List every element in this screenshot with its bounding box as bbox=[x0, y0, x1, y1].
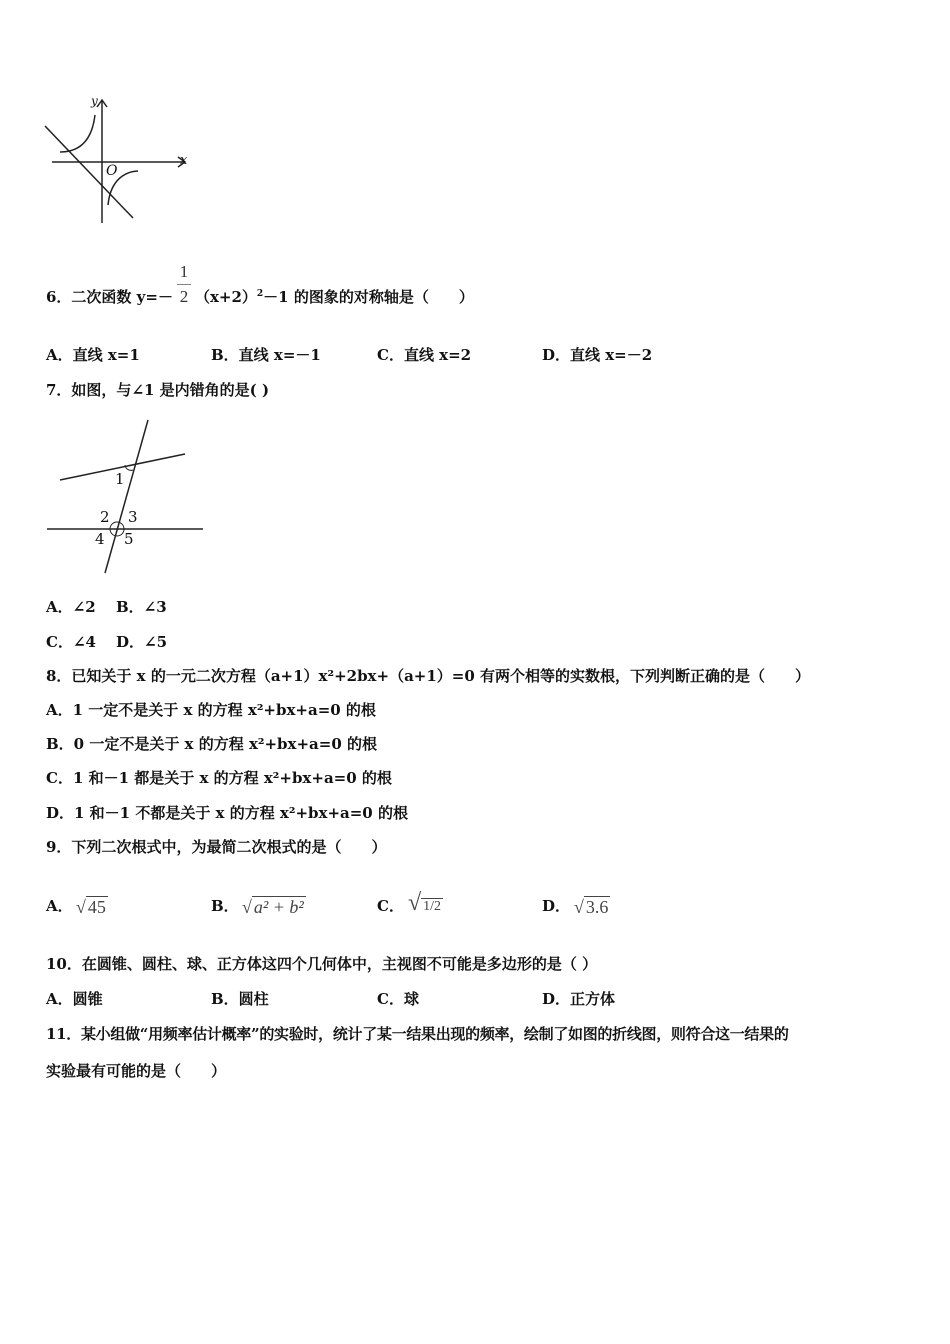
fraction-denominator: 2 bbox=[179, 287, 189, 306]
question-10: 10．在圆锥、圆柱、球、正方体这四个几何体中，主视图不可能是多边形的是（ ） bbox=[46, 955, 598, 973]
question-6 bbox=[46, 286, 474, 307]
question-7: 7．如图，与∠1 是内错角的是( ) bbox=[46, 381, 270, 399]
q8-option-a: A．1 一定不是关于 x 的方程 x²+bx+a=0 的根 bbox=[46, 701, 376, 719]
angle-label-5: 5 bbox=[124, 530, 134, 548]
q6-option-a: A．直线 x=1 bbox=[46, 346, 140, 364]
q6-exponent: 2 bbox=[256, 289, 264, 299]
q7-option-d: D．∠5 bbox=[116, 633, 168, 651]
angle-label-4: 4 bbox=[95, 530, 105, 548]
q9-label-c: C． bbox=[377, 897, 404, 915]
angle-label-1: 1 bbox=[115, 470, 125, 488]
q7-option-b: B．∠3 bbox=[116, 598, 167, 616]
q7-option-c: C．∠4 bbox=[46, 633, 96, 651]
function-graph-figure bbox=[40, 95, 200, 225]
question-11: 11．某小组做“用频率估计概率”的实验时，统计了某一结果出现的频率，绘制了如图的折线图，则符合这一结果的 bbox=[46, 1025, 789, 1043]
q8-option-d: D．1 和－1 不都是关于 x 的方程 x²+bx+a=0 的根 bbox=[46, 804, 408, 822]
q9-root-c: √ 1/2 bbox=[408, 890, 442, 916]
q10-option-a: A．圆锥 bbox=[46, 990, 103, 1008]
q10-option-c: C．球 bbox=[377, 990, 419, 1008]
q6-option-c: C．直线 x=2 bbox=[377, 346, 472, 364]
q9-root-d: √ 3.6 bbox=[574, 897, 609, 917]
fraction-numerator: 1 bbox=[179, 262, 189, 281]
q6-suffix: （x+2） bbox=[194, 288, 257, 306]
origin-label: O bbox=[106, 163, 118, 179]
y-axis-label: y bbox=[91, 94, 98, 108]
question-11-cont: 实验最有可能的是（ ） bbox=[46, 1062, 227, 1080]
q10-option-b: B．圆柱 bbox=[211, 990, 269, 1008]
q6-option-b: B．直线 x=－1 bbox=[211, 346, 321, 364]
question-8: 8．已知关于 x 的一元二次方程（a+1）x²+2bx+（a+1）=0 有两个相等的实数根，下列判断正确的是（ ） bbox=[46, 667, 811, 685]
q8-option-c: C．1 和－1 都是关于 x 的方程 x²+bx+a=0 的根 bbox=[46, 769, 392, 787]
angle-label-3: 3 bbox=[128, 508, 138, 526]
q8-option-b: B．0 一定不是关于 x 的方程 x²+bx+a=0 的根 bbox=[46, 735, 377, 753]
angle-label-2: 2 bbox=[100, 508, 110, 526]
q9-root-b: √ a² + b² bbox=[242, 897, 304, 917]
q9-label-d: D． bbox=[542, 897, 571, 915]
q9-label-a: A． bbox=[46, 897, 73, 915]
q6-prefix: 6．二次函数 y=－ bbox=[46, 288, 173, 306]
q6-suffix2: －1 的图象的对称轴是（ ） bbox=[263, 288, 474, 306]
angle-figure bbox=[45, 418, 205, 578]
question-9: 9．下列二次根式中，为最简二次根式的是（ ） bbox=[46, 838, 387, 856]
q10-option-d: D．正方体 bbox=[542, 990, 616, 1008]
q9-label-b: B． bbox=[211, 897, 239, 915]
x-axis-label: x bbox=[180, 153, 188, 168]
q7-option-a: A．∠2 bbox=[46, 598, 96, 616]
q6-option-d: D．直线 x=－2 bbox=[542, 346, 653, 364]
fraction-bar bbox=[177, 284, 191, 285]
q9-root-a: √ 45 bbox=[76, 897, 106, 917]
